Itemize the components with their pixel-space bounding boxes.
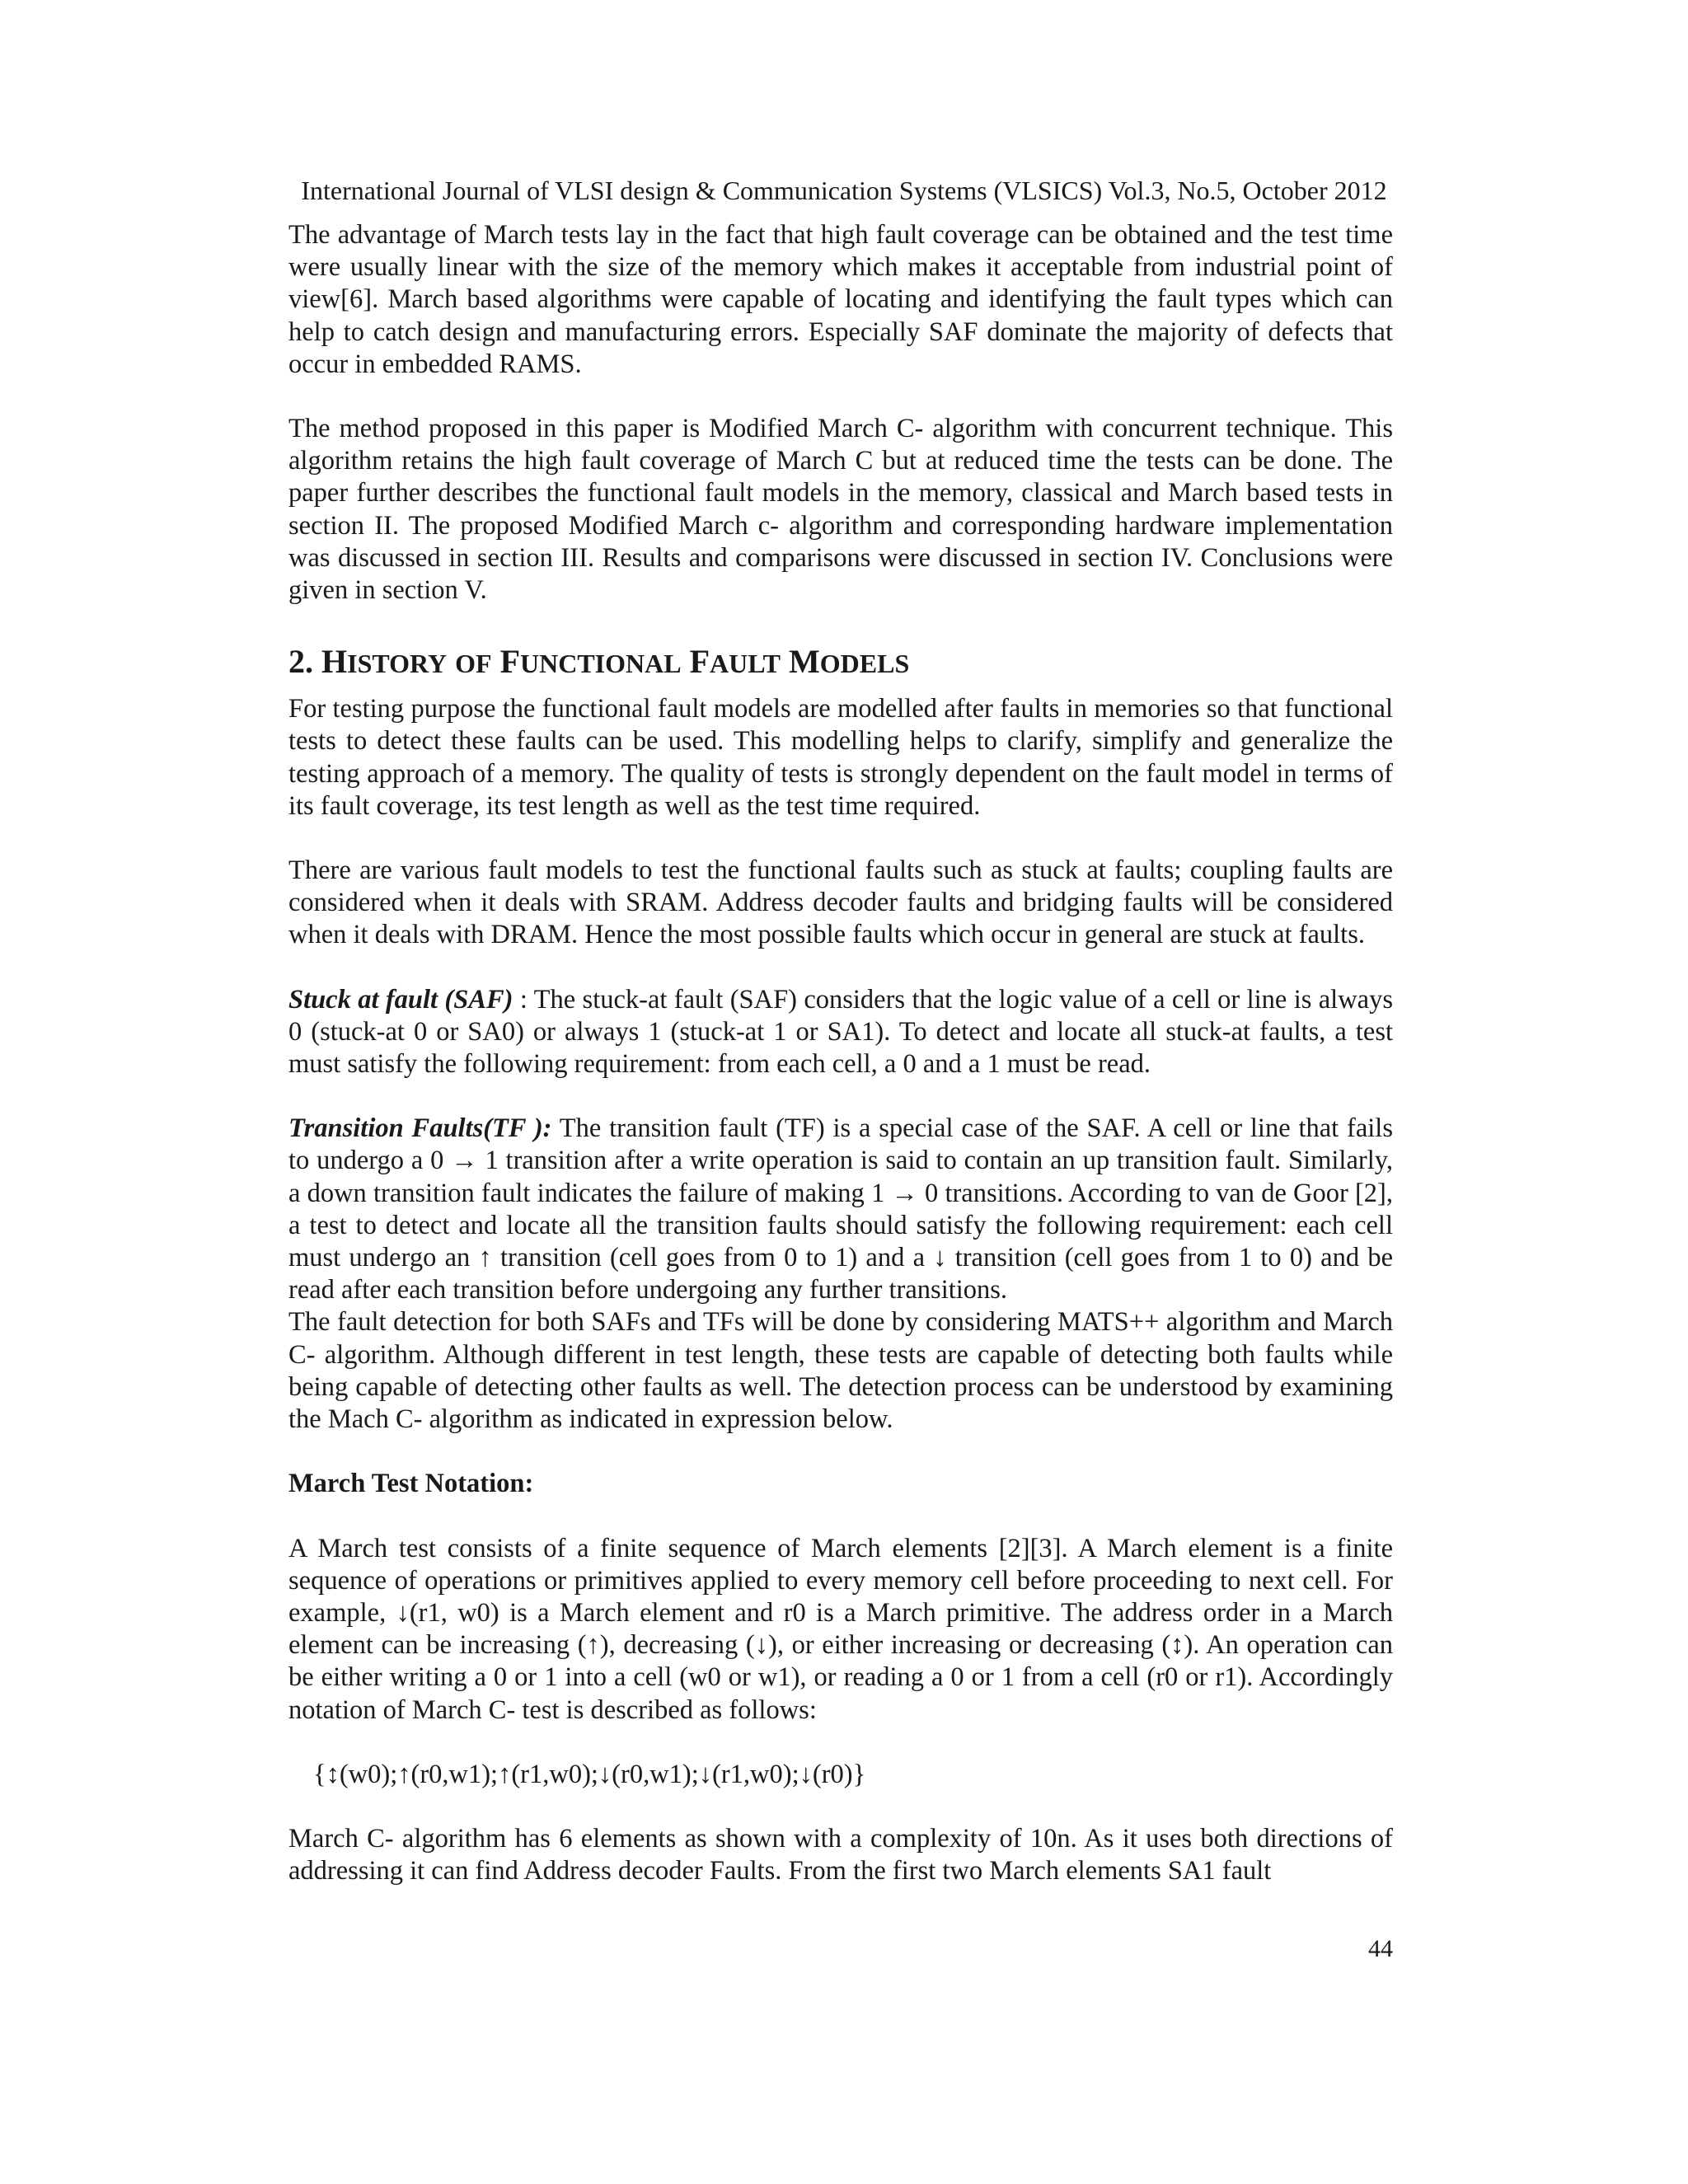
paragraph-fault-detection: The fault detection for both SAFs and TFs will be done by considering MATS++ algorithm and March C- algorithm. Although different in test length, these tests are capable of detecting both faults while being capable of detecting other faults as well. The detection process can be understood by examining the Mach C- algorithm as indicated in expression below. <box>288 1307 1393 1435</box>
march-c-formula: {↕(w0);↑(r0,w1);↑(r1,w0);↓(r0,w1);↓(r1,w0);↓(r0)} <box>313 1759 866 1789</box>
paragraph-march-test-definition: A March test consists of a finite sequence of March elements [2][3]. A March element is a finite sequence of operations or primitives applied to every memory cell before proceeding to next cell. For example, ↓(r1, w0) is a March element and r0 is a March primitive. The address order in a March element can be increasing (↑), decreasing (↓), or either increasing or decreasing (↕). An operation can be either writing a 0 or 1 into a cell (w0 or w1), or reading a 0 or 1 from a cell (r0 or r1). Accordingly notation of March C- test is described as follows: <box>288 1533 1393 1725</box>
term-stuck-at-fault: Stuck at fault (SAF) <box>288 984 513 1015</box>
paragraph-transition-faults: Transition Faults(TF ): The transition fault (TF) is a special case of the SAF. A cell or line that fails to undergo a 0 → 1 transition after a write operation is said to contain an up transition fault. Similarly, a down transition fault indicates the failure of making 1 → 0 transitions. According to van de Goor [2], a test to detect and locate all the transition faults should satisfy the following requirement: each cell must undergo an ↑ transition (cell goes from 0 to 1) and a ↓ transition (cell goes from 1 to 0) and be read after each transition before undergoing any further transitions. <box>288 1113 1393 1305</box>
term-transition-faults: Transition Faults(TF ): <box>288 1113 552 1144</box>
section-heading: 2. HISTORY OF FUNCTIONAL FAULT MODELS <box>288 643 910 681</box>
section-number: 2. <box>288 643 313 681</box>
paragraph-fault-model-types: There are various fault models to test the functional faults such as stuck at faults; coupling faults are considered when it deals with SRAM. Address decoder faults and bridging faults will be considered when it deals with DRAM. Hence the most possible faults which occur in general are stuck at faults. <box>288 855 1393 950</box>
page-number: 44 <box>1368 1935 1393 1962</box>
paragraph-march-c-complexity: March C- algorithm has 6 elements as shown with a complexity of 10n. As it uses both directions of addressing it can find Address decoder Faults. From the first two March elements SA1 fault <box>288 1823 1393 1886</box>
paragraph-proposed-method: The method proposed in this paper is Modified March C- algorithm with concurrent technique. This algorithm retains the high fault coverage of March C but at reduced time the tests can be done. The paper further describes the functional fault models in the memory, classical and March based tests in section II. The proposed Modified March c- algorithm and corresponding hardware implementation was discussed in section III. Results and comparisons were discussed in section IV. Conclusions were given in section V. <box>288 414 1393 606</box>
paragraph-fault-models-intro: For testing purpose the functional fault models are modelled after faults in memories so that functional tests to detect these faults can be used. This modelling helps to clarify, simplify and generalize the testing approach of a memory. The quality of tests is strongly dependent on the fault model in terms of its fault coverage, its test length as well as the test time required. <box>288 694 1393 821</box>
page-body <box>288 219 1393 1887</box>
subheading-march-test-notation: March Test Notation: <box>288 1469 534 1499</box>
paragraph-march-advantage: The advantage of March tests lay in the fact that high fault coverage can be obtained and the test time were usually linear with the size of the memory which makes it acceptable from industrial point of view[6]. March based algorithms were capable of locating and identifying the fault types which can help to catch design and manufacturing errors. Especially SAF dominate the majority of defects that occur in embedded RAMS. <box>288 220 1393 379</box>
running-header: International Journal of VLSI design & Communication Systems (VLSICS) Vol.3, No.5, October 2012 <box>301 176 1387 205</box>
paragraph-stuck-at-fault: Stuck at fault (SAF) : The stuck-at fault (SAF) considers that the logic value of a cell or line is always 0 (stuck-at 0 or SA0) or always 1 (stuck-at 1 or SA1). To detect and locate all stuck-at faults, a test must satisfy the following requirement: from each cell, a 0 and a 1 must be read. <box>288 984 1393 1080</box>
